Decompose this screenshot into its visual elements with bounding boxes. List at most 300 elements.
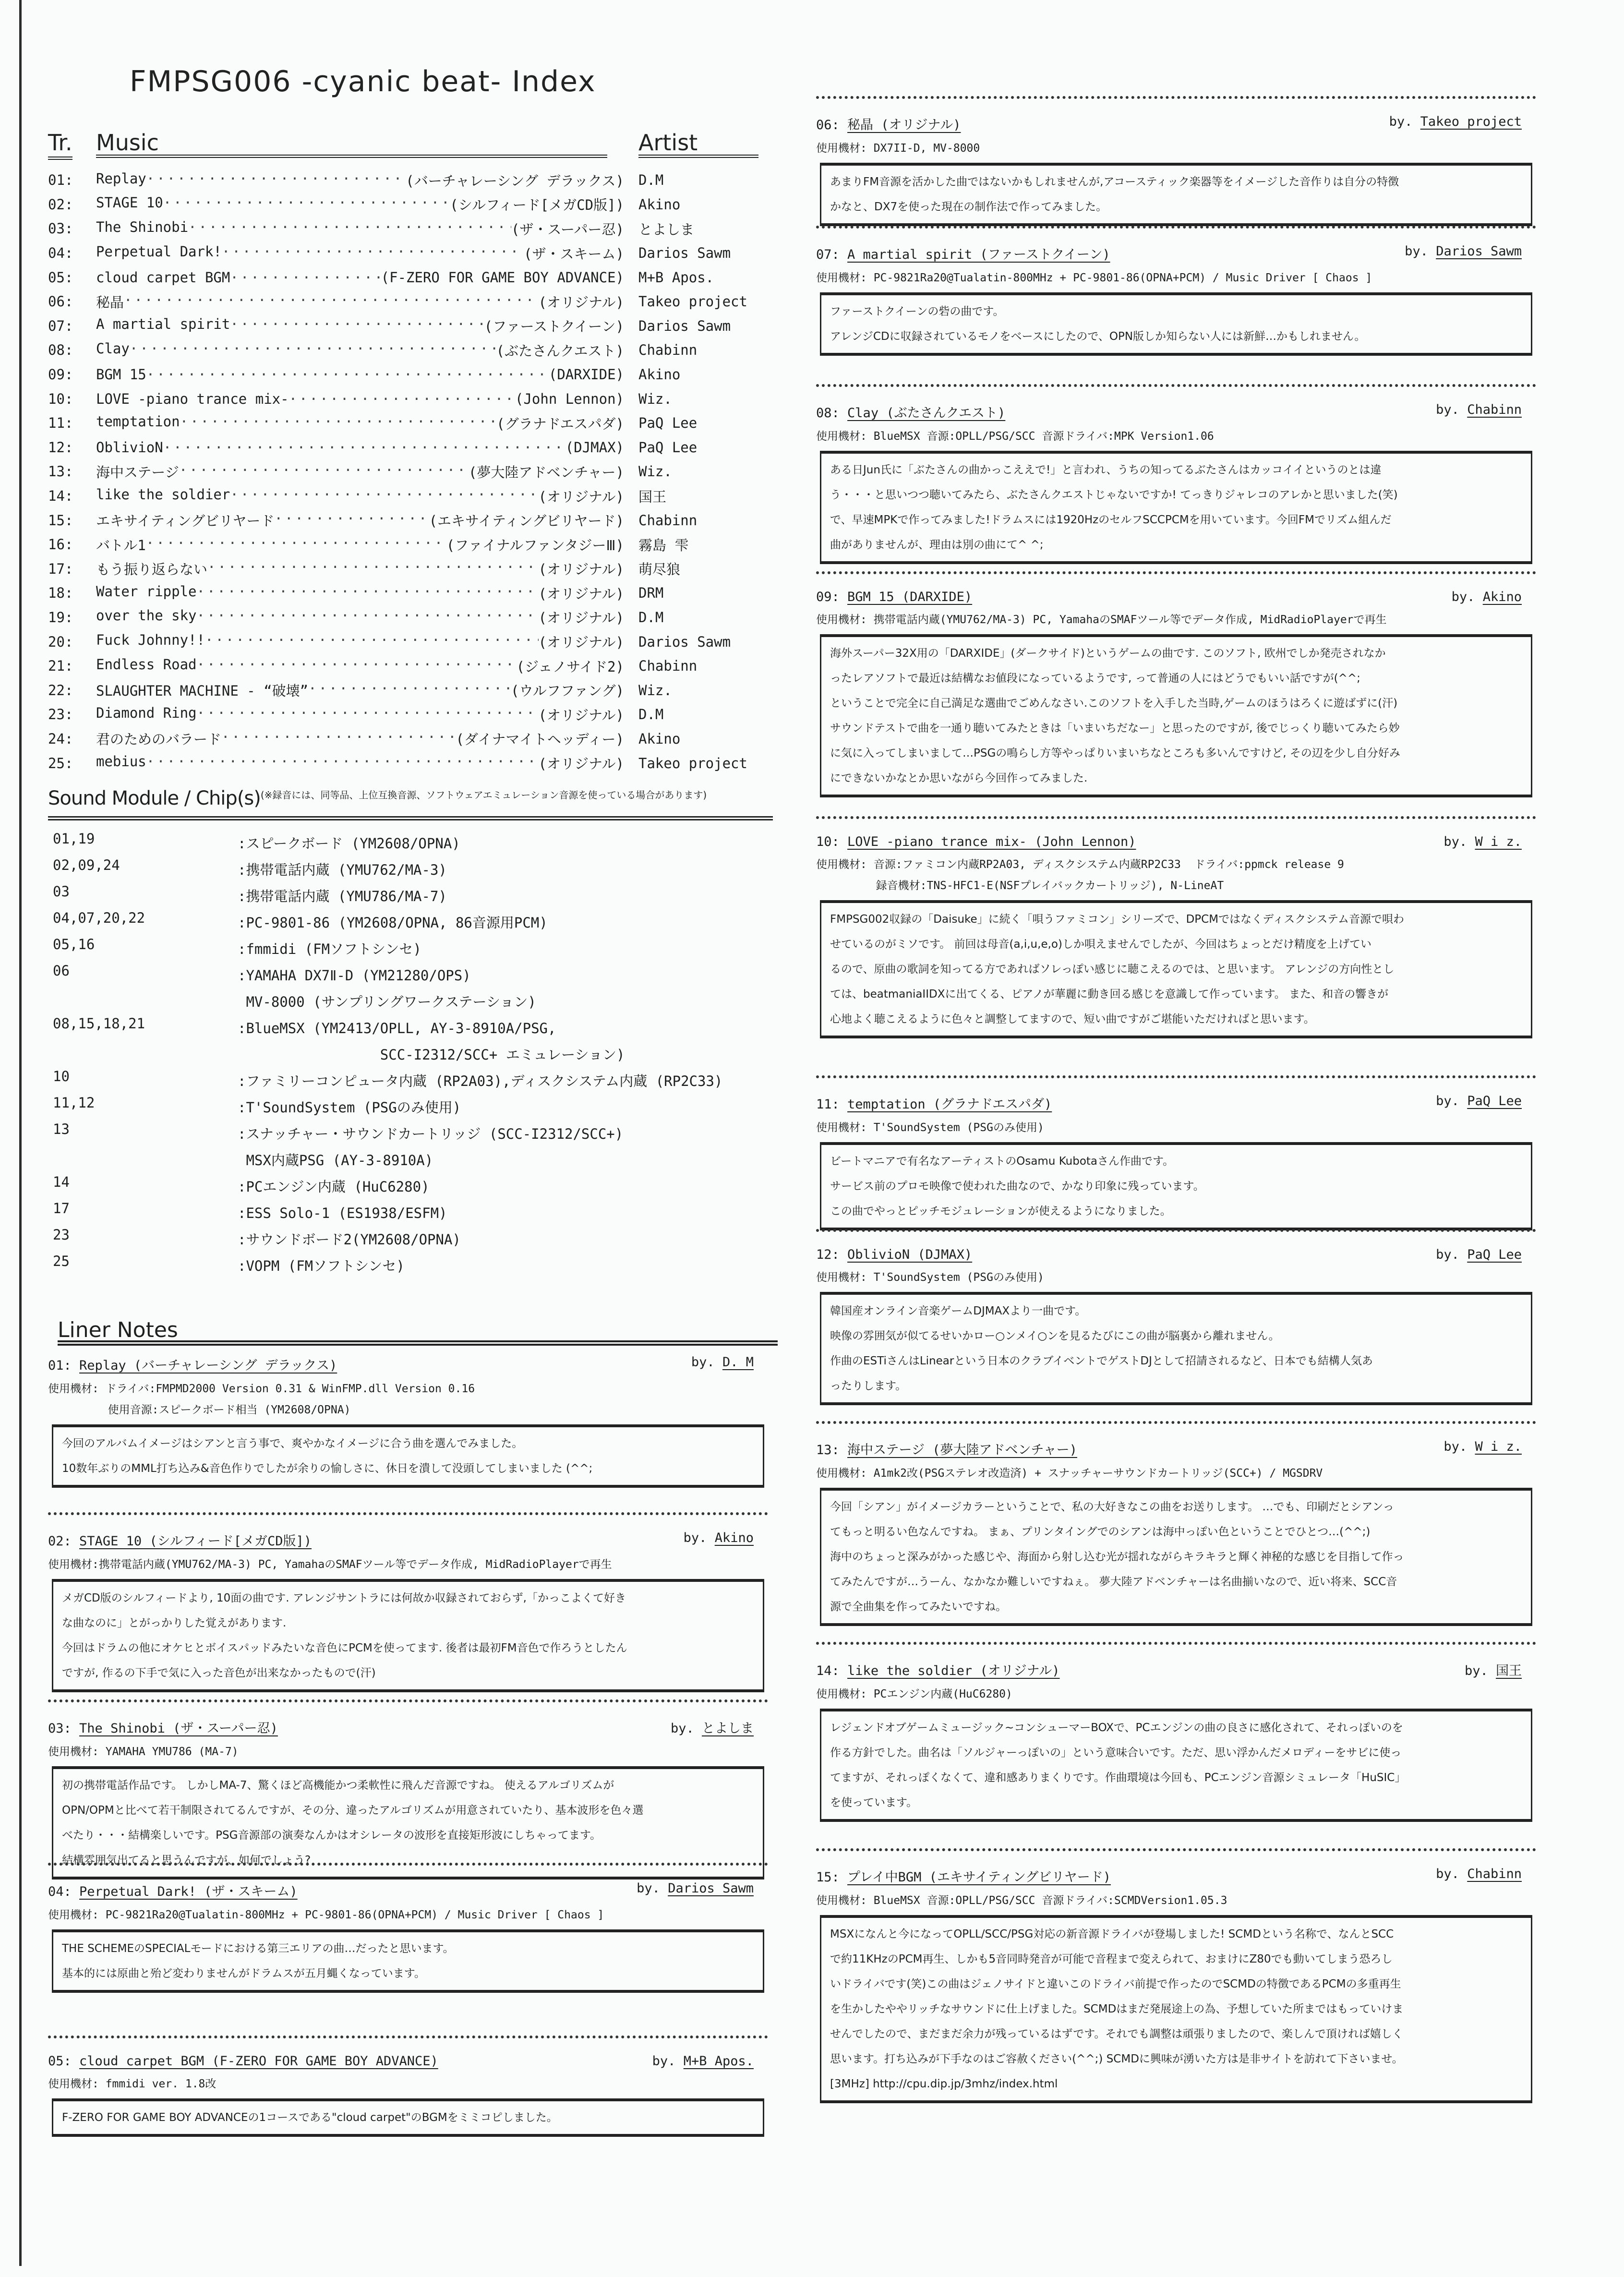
note-number: 09:: [816, 590, 840, 604]
note-line: で約11KHzのPCM再生、しかも5音同時発音が可能で音程まで変えられて、おまけにZ80でも動いてしまう恐ろし: [830, 1953, 1393, 1965]
note-line: 今回はドラムの他にオケヒとボイスパッドみたいな音色にPCMを使ってます. 後者は最初FM音色で作ろうとしたん: [62, 1642, 627, 1654]
note-comment-box: [820, 163, 1532, 226]
leader-dots: [146, 170, 406, 190]
track-row: [48, 557, 768, 581]
leader-dots: [222, 243, 524, 263]
note-title: BGM 15 (DARXIDE): [847, 590, 973, 604]
track-row: [48, 386, 768, 411]
track-row: [48, 289, 768, 314]
track-row: [48, 727, 768, 751]
note-header: [48, 1881, 768, 1900]
equipment-used: 使用機材: BlueMSX 音源:OPLL/PSG/SCC 音源ドライバ:MPK Version1.06: [816, 430, 1214, 443]
track-name: temptation: [96, 413, 180, 430]
track-artist: DRM: [638, 585, 664, 602]
module-row: [53, 883, 773, 910]
leader-dots: [163, 194, 450, 214]
page-edge: [19, 0, 22, 2266]
track-number: 14:: [48, 488, 73, 505]
note-line: 基本的には原曲と殆ど変わりませんがドラムスが五月蝿くなっています。: [62, 1967, 425, 1980]
note-line: 海外スーパー32X用の「DARXIDE」(ダークサイド)というゲームの曲です. このソフト, 欧州でしか発売されなか: [830, 647, 1386, 660]
track-row: [48, 411, 768, 435]
track-title-line: [96, 729, 624, 748]
track-number: 23:: [48, 706, 73, 723]
note-line: 源で全曲集を作ってみたいですね。: [830, 1601, 1007, 1613]
leader-dots: [230, 269, 381, 286]
note-title: temptation (グラナドエスパダ): [847, 1097, 1052, 1112]
note-line: F-ZERO FOR GAME BOY ADVANCEの1コースである"cloud carpet"のBGMをミミコピしました。: [62, 2111, 558, 2124]
track-number: 01:: [48, 172, 73, 189]
track-source: (バーチャレーシング デラックス): [406, 172, 624, 189]
note-author: W i z.: [1475, 1439, 1522, 1454]
note-number: 02:: [48, 1534, 72, 1549]
note-line: 今回のアルバムイメージはシアンと言う事で、爽やかなイメージに合う曲を選んでみました。: [62, 1437, 523, 1450]
note-comment-box: [820, 1292, 1532, 1405]
module-desc: :PCエンジン内蔵 (HuC6280): [238, 1179, 430, 1195]
track-number: 08:: [48, 342, 73, 359]
note-title: 海中ステージ (夢大陸アドベンチャー): [847, 1443, 1077, 1458]
track-row: [48, 702, 768, 727]
sound-module-note: (※録音には、同等品、上位互換音源、ソフトウェアエミュレーション音源を使っている場合があります): [260, 789, 707, 801]
leader-dots: [275, 510, 429, 530]
track-title-line: [96, 559, 624, 578]
col-header-music: Music: [96, 130, 159, 156]
note-comment-box: [52, 1579, 764, 1692]
equipment-used: 使用機材: fmmidi ver. 1.8改: [48, 2078, 217, 2090]
track-artist: Wiz.: [638, 463, 672, 480]
track-number: 10:: [48, 390, 73, 407]
liner-note: [48, 2036, 768, 2137]
track-artist: Takeo project: [638, 293, 747, 310]
note-author: M+B Apos.: [683, 2054, 754, 2069]
track-source: (ぶたさんクエスト): [496, 342, 624, 359]
equipment-used: 使用機材: 音源:ファミコン内蔵RP2A03, ディスクシステム内蔵RP2C33 ドライバ:ppmck release 9 録音機材:TNS-HFC1-E(NSFプレイバックカートリッジ), N-LineAT: [816, 858, 1344, 892]
track-artist: Chabinn: [638, 512, 698, 529]
track-number: 15:: [48, 512, 73, 529]
liner-note: [816, 1229, 1536, 1405]
equipment-used: 使用機材: YAMAHA YMU786 (MA-7): [48, 1746, 239, 1758]
leader-dots: [146, 366, 549, 383]
track-artist: PaQ Lee: [638, 439, 698, 456]
note-author: PaQ Lee: [1467, 1247, 1522, 1262]
track-source: (ジェノサイド2): [516, 658, 624, 675]
note-line: 10数年ぶりのMML打ち込み&音色作りでしたが余りの愉しさに、休日を潰して没頭してしまいました (^^;: [62, 1462, 593, 1475]
module-tracks: 10: [53, 1068, 70, 1084]
module-desc: :BlueMSX (YM2413/OPLL, AY-3-8910A/PSG, SCC-I2312/SCC+ エミュレーション): [238, 1020, 625, 1063]
track-row: [48, 532, 768, 557]
track-title-line: [96, 510, 624, 530]
leader-dots: [188, 219, 511, 239]
module-row: [53, 963, 773, 1015]
note-header: [816, 1439, 1536, 1458]
equipment-used: 使用機材: A1mk2改(PSGステレオ改造済) + スナッチャーサウンドカートリッジ(SCC+) / MGSDRV: [816, 1467, 1323, 1480]
note-line: 作曲のESTiさんはLinearという日本のクラブイベントでゲストDJとして招請されるなど、日本でも結構人気あ: [830, 1355, 1373, 1367]
note-comment-box: [820, 1709, 1532, 1822]
track-artist: 霧島 雫: [638, 537, 689, 554]
by-label: by.: [652, 2054, 676, 2069]
note-line: 初の携帯電話作品です。 しかしMA-7、驚くほど高機能かつ柔軟性に飛んだ音源ですね。 使えるアルゴリズムが: [62, 1779, 614, 1792]
note-line: レジェンドオブゲームミュージック~コンシューマーBOXで、PCエンジンの曲の良さに感化されて、それっぽいのを: [830, 1722, 1403, 1734]
note-line: 結構雰囲気出てると思うんですが、如何でしょう?: [62, 1854, 311, 1867]
track-title-line: [96, 219, 624, 239]
note-line: THE SCHEMEのSPECIALモードにおける第三エリアの曲…だったと思います。: [62, 1942, 454, 1955]
note-header: [816, 402, 1536, 421]
module-row: [53, 857, 773, 883]
note-header: [48, 1355, 768, 1373]
track-row: [48, 581, 768, 605]
track-name: SLAUGHTER MACHINE - “破壊”: [96, 683, 309, 699]
by-label: by.: [683, 1530, 707, 1545]
by-label: by.: [1405, 244, 1428, 259]
track-row: [48, 241, 768, 265]
note-number: 10:: [816, 834, 840, 849]
leader-dots: [230, 486, 538, 506]
track-source: (オリジナル): [538, 488, 624, 505]
module-row: [53, 1227, 773, 1253]
track-name: Diamond Ring: [96, 704, 197, 721]
track-artist: Akino: [638, 730, 681, 747]
equipment-used: 使用機材: T'SoundSystem (PSGのみ使用): [816, 1271, 1044, 1284]
track-name: cloud carpet BGM: [96, 269, 230, 286]
note-line: を生かしたややリッチなサウンドに仕上げました。SCMDはまだ発展途上の為、予想していた所まではもっていけま: [830, 2003, 1404, 2015]
module-tracks: 08,15,18,21: [53, 1015, 145, 1032]
leader-dots: [197, 607, 539, 627]
note-line: サービス前のプロモ映像で使われた曲なので、かなり印象に残っています。: [830, 1180, 1204, 1193]
track-name: 君のためのバラード: [96, 731, 222, 748]
note-title: 秘晶 (オリジナル): [847, 118, 961, 133]
module-tracks: 14: [53, 1174, 70, 1190]
track-name: Clay: [96, 340, 130, 357]
track-source: (グラナドエスパダ): [496, 415, 624, 432]
track-list: [48, 168, 768, 775]
module-desc: :VOPM (FMソフトシンセ): [238, 1258, 405, 1274]
track-artist: D.M: [638, 706, 664, 723]
note-header: [816, 1867, 1536, 1885]
track-source: (ファイナルファンタジーⅢ): [446, 537, 624, 554]
note-line: かなと、DX7を使った現在の制作法で作ってみました。: [830, 201, 1107, 213]
note-line: 今回「シアン」がイメージカラーということで、私の大好きなこの曲をお送りします。 …でも、印刷だとシアンっ: [830, 1501, 1394, 1513]
note-number: 14:: [816, 1663, 840, 1678]
note-header: [816, 1247, 1536, 1262]
dotted-separator: [816, 1642, 1536, 1650]
note-header: [816, 244, 1536, 263]
track-title-line: [96, 583, 624, 603]
track-name: エキサイティングビリヤード: [96, 513, 275, 530]
liner-note: [48, 1863, 768, 1993]
leader-dots: [205, 632, 539, 651]
sound-module-title: Sound Module / Chip(s): [48, 787, 261, 809]
note-line: う・・・と思いつつ聴いてみたら、ぶたさんクエストじゃないですか! てっきりジャレコのアレかと思いました(笑): [830, 489, 1398, 501]
liner-note: [816, 96, 1536, 226]
track-title-line: [96, 292, 624, 312]
module-row: [53, 1121, 773, 1174]
track-name: Water ripple: [96, 583, 197, 600]
leader-dots: [230, 316, 484, 336]
leader-dots: [197, 705, 539, 724]
note-title: Clay (ぶたさんクエスト): [847, 406, 1006, 421]
note-line: MSXになんと今になってOPLL/SCC/PSG対応の新音源ドライバが登場しました! SCMDという名称で、なんとSCC: [830, 1928, 1394, 1940]
track-title-line: [96, 340, 624, 360]
leader-dots: [146, 753, 539, 773]
track-name: Perpetual Dark!: [96, 243, 222, 260]
track-title-line: [96, 194, 624, 214]
track-name: もう振り返らない: [96, 561, 208, 578]
leader-dots: [130, 340, 496, 360]
track-number: 03:: [48, 220, 73, 237]
note-comment-box: [820, 634, 1532, 797]
note-number: 15:: [816, 1870, 840, 1885]
track-source: (オリジナル): [538, 294, 624, 311]
note-line: ですが, 作るの下手で気に入った音色が出来なかったもので(汗): [62, 1667, 376, 1679]
track-row: [48, 362, 768, 387]
module-tracks: 23: [53, 1227, 70, 1243]
note-line: で、早速MPKで作ってみました!ドラムスには1920HzのセルフSCCPCMを用いています。今回FMでリズム組んだ: [830, 514, 1392, 526]
note-author: Darios Sawm: [1436, 244, 1522, 259]
module-row: [53, 936, 773, 963]
note-line: にできないかなとか思いながら今回作ってみました.: [830, 772, 1088, 784]
by-label: by.: [691, 1355, 715, 1370]
by-label: by.: [637, 1881, 660, 1896]
track-row: [48, 265, 768, 289]
by-label: by.: [670, 1721, 694, 1736]
note-author: D. M: [722, 1355, 754, 1370]
track-row: [48, 338, 768, 362]
leader-dots: [163, 439, 565, 456]
note-comment-box: [820, 900, 1532, 1038]
track-source: (ファーストクイーン): [484, 318, 624, 335]
by-label: by.: [1436, 1094, 1459, 1108]
track-name: mebius: [96, 753, 146, 770]
module-desc: :ESS Solo-1 (ES1938/ESFM): [238, 1205, 447, 1221]
track-title-line: [96, 535, 624, 554]
track-artist: Darios Sawm: [638, 245, 731, 262]
track-artist: Darios Sawm: [638, 317, 731, 334]
track-source: (オリジナル): [538, 585, 624, 602]
module-desc: :YAMAHA DX7Ⅱ-D (YM21280/OPS) MV-8000 (サンプリングワークステーション): [238, 967, 536, 1010]
track-number: 04:: [48, 245, 73, 262]
note-number: 06:: [816, 118, 840, 133]
note-header: [816, 114, 1536, 133]
track-number: 20:: [48, 633, 73, 650]
note-line: ったりします。: [830, 1380, 907, 1392]
module-tracks: 03: [53, 883, 70, 900]
note-line: てもっと明るい色なんですね。 まぁ、プリンタイングでのシアンは海中っぽい色ということでひとつ…(^^;): [830, 1526, 1371, 1538]
track-artist: Chabinn: [638, 342, 698, 359]
track-title-line: [96, 366, 624, 383]
track-source: (オリジナル): [538, 756, 624, 772]
track-number: 17:: [48, 560, 73, 577]
track-row: [48, 751, 768, 775]
equipment-used: 使用機材: BlueMSX 音源:OPLL/PSG/SCC 音源ドライバ:SCMDVersion1.05.3: [816, 1894, 1227, 1907]
track-row: [48, 678, 768, 702]
track-number: 09:: [48, 366, 73, 383]
track-name: LOVE -piano trance mix-: [96, 390, 289, 407]
note-author: Akino: [1482, 590, 1522, 604]
track-artist: Akino: [638, 196, 681, 213]
track-title-line: [96, 486, 624, 506]
note-line: この曲でやっとピッチモジュレーションが使えるようになりました。: [830, 1205, 1171, 1217]
module-row: [53, 1200, 773, 1227]
track-artist: Wiz.: [638, 390, 672, 407]
module-row: [53, 1174, 773, 1200]
track-row: [48, 435, 768, 460]
note-line: てますが、それっぽくなくて、違和感ありまくりです。作曲環境は今回も、PCエンジン音源シミュレータ「HuSIC」: [830, 1771, 1406, 1784]
track-number: 05:: [48, 269, 73, 286]
track-name: like the soldier: [96, 486, 230, 503]
note-line: 思います。打ち込みが下手なのはご容赦ください(^^;) SCMDに興味が湧いた方は是非サイトを訪れて下さいませ。: [830, 2053, 1403, 2065]
track-source: (John Lennon): [515, 390, 624, 407]
track-row: [48, 629, 768, 654]
dotted-separator: [816, 96, 1536, 104]
track-artist: M+B Apos.: [638, 269, 714, 286]
track-artist: 萌尽狼: [638, 561, 681, 578]
note-comment-box: [820, 1142, 1532, 1230]
track-row: [48, 168, 768, 193]
module-tracks: 11,12: [53, 1095, 95, 1111]
note-header: [816, 590, 1536, 604]
note-number: 01:: [48, 1358, 72, 1373]
note-author: Akino: [714, 1530, 754, 1545]
note-header: [48, 1718, 768, 1736]
track-title-line: [96, 607, 624, 627]
module-row: [53, 831, 773, 857]
dotted-separator: [816, 384, 1536, 392]
track-row: [48, 217, 768, 241]
track-artist: D.M: [638, 609, 664, 626]
note-line: サウンドテストで曲を一通り聴いてみたときは「いまいちだなー」と思ったのですが, 後でじっくり聴いてみたら妙: [830, 722, 1400, 735]
dotted-separator: [816, 571, 1536, 579]
module-desc: :ファミリーコンピュータ内蔵 (RP2A03),ディスクシステム内蔵 (RP2C33): [238, 1073, 723, 1089]
note-number: 05:: [48, 2054, 72, 2069]
track-number: 19:: [48, 609, 73, 626]
track-artist: とよしま: [638, 221, 695, 238]
note-line: べたり・・・結構楽しいです。PSG音源部の演奏なんかはオシレータの波形を直接矩形波にしちゃってます。: [62, 1829, 601, 1842]
equipment-used: 使用機材: PC-9821Ra20@Tualatin-800MHz + PC-9801-86(OPNA+PCM) / Music Driver [ Chaos ]: [48, 1909, 604, 1921]
by-label: by.: [1464, 1663, 1488, 1678]
leader-dots: [308, 680, 511, 700]
sound-module-header: [48, 787, 778, 809]
track-name: バトル1: [96, 537, 146, 554]
sound-module-rule: [48, 816, 773, 820]
track-artist: Chabinn: [638, 658, 698, 675]
note-comment-box: [820, 1488, 1532, 1626]
track-number: 22:: [48, 682, 73, 699]
note-line: せんでしたので、まだまだ余力が残っているはずです。それでも調整は頑張りましたので、楽しんで頂ければ嬉しく: [830, 2028, 1403, 2040]
liner-note: [816, 1848, 1536, 2103]
note-line: ては、beatmaniaIIDXに出てくる、ピアノが華麗に動き回る感じを意識して作っています。 また、和音の響きが: [830, 988, 1389, 1000]
module-desc: :スピークボード (YM2608/OPNA): [238, 835, 460, 852]
equipment-used: 使用機材:携帯電話内蔵(YMU762/MA-3) PC, YamahaのSMAFツール等でデータ作成, MidRadioPlayerで再生: [48, 1558, 612, 1571]
track-name: BGM 15: [96, 366, 146, 383]
dotted-separator: [48, 1512, 768, 1520]
note-header: [48, 1530, 768, 1549]
liner-note: [816, 571, 1536, 797]
equipment-used: 使用機材: ドライバ:FMPMD2000 Version 0.31 & WinFMP.dll Version 0.16 使用音源:スピークボード相当 (YM2608/OPNA): [48, 1383, 475, 1416]
note-title: like the soldier (オリジナル): [847, 1663, 1060, 1678]
track-source: (エキサイティングビリヤード): [429, 513, 624, 530]
leader-dots: [207, 559, 539, 578]
note-line: 心地よく聴こえるように色々と調整してますので、短い曲ですがご堪能いただければと思います。: [830, 1013, 1315, 1025]
track-artist: D.M: [638, 172, 664, 189]
equipment-used: 使用機材: PCエンジン内蔵(HuC6280): [816, 1688, 1012, 1700]
track-number: 18:: [48, 585, 73, 602]
by-label: by.: [1436, 1867, 1459, 1881]
module-tracks: 05,16: [53, 936, 95, 952]
note-number: 04:: [48, 1884, 72, 1899]
module-row: [53, 1015, 773, 1068]
track-number: 11:: [48, 415, 73, 432]
dotted-separator: [816, 1421, 1536, 1429]
liner-note: [816, 1075, 1536, 1230]
equipment-used: 使用機材: T'SoundSystem (PSGのみ使用): [816, 1121, 1044, 1134]
dotted-separator: [816, 1075, 1536, 1083]
note-line: FMPSG002収録の「Daisuke」に続く「唄うファミコン」シリーズで、DPCMではなくディスクシステム音源で唄わ: [830, 913, 1404, 926]
module-tracks: 06: [53, 963, 70, 979]
track-name: 秘晶: [96, 294, 124, 311]
track-number: 16:: [48, 536, 73, 553]
note-line: 海中のちょっと深みがかった感じや、海面から射し込む光が揺れながらキラキラと輝く神秘的な感じを目指して作っ: [830, 1551, 1404, 1563]
liner-note: [48, 1512, 768, 1692]
track-name: over the sky: [96, 607, 197, 624]
note-comment-box: [52, 1929, 764, 1993]
track-row: [48, 508, 768, 532]
track-source: (オリジナル): [538, 707, 624, 723]
leader-dots: [197, 656, 517, 676]
track-name: Replay: [96, 170, 146, 187]
module-row: [53, 1068, 773, 1095]
track-row: [48, 314, 768, 338]
track-row: [48, 605, 768, 630]
track-artist: Darios Sawm: [638, 633, 731, 650]
track-name: Fuck Johnny!!: [96, 632, 205, 649]
note-number: 12:: [816, 1247, 840, 1262]
track-row: [48, 459, 768, 484]
leader-dots: [180, 413, 497, 433]
note-title: LOVE -piano trance mix- (John Lennon): [847, 834, 1136, 849]
dotted-separator: [816, 1848, 1536, 1856]
track-title-line: [96, 391, 624, 407]
track-number: 07:: [48, 317, 73, 334]
track-row: [48, 484, 768, 508]
note-line: な曲なのに」とがっかりした覚えがあります.: [62, 1617, 287, 1629]
track-title-line: [96, 316, 624, 336]
module-row: [53, 1253, 773, 1279]
leader-dots: [289, 391, 515, 407]
leader-dots: [197, 583, 539, 603]
module-desc: :サウンドボード2(YM2608/OPNA): [238, 1231, 461, 1248]
dotted-separator: [48, 2036, 768, 2043]
by-label: by.: [1444, 1439, 1468, 1454]
note-line: 映像の雰囲気が似てるせいかロー○ンメイ○ンを見るたびにこの曲が脳裏から離れません。: [830, 1330, 1280, 1342]
liner-note: [816, 226, 1536, 356]
leader-dots: [146, 535, 446, 554]
note-line: てみたんですが…うーん、なかなか難しいですねぇ。 夢大陸アドベンチャーは名曲揃いなので、近い将来、SCC音: [830, 1576, 1397, 1588]
note-header: [816, 834, 1536, 849]
track-number: 12:: [48, 439, 73, 456]
note-line: せているのがミソです。 前回は母音(a,i,u,e,o)しか唄えませんでしたが、今回はちょっとだけ精度を上げてい: [830, 938, 1371, 951]
note-comment-box: [820, 451, 1532, 564]
equipment-used: 使用機材: PC-9821Ra20@Tualatin-800MHz + PC-9801-86(OPNA+PCM) / Music Driver [ Chaos ]: [816, 272, 1372, 284]
by-label: by.: [1389, 114, 1413, 129]
dotted-separator: [816, 816, 1536, 824]
track-artist: 国王: [638, 488, 667, 505]
track-number: 13:: [48, 463, 73, 480]
track-source: (ダイナマイトヘッディー): [456, 731, 624, 748]
track-source: (オリジナル): [538, 610, 624, 626]
by-label: by.: [1451, 590, 1475, 604]
module-desc: :PC-9801-86 (YM2608/OPNA, 86音源用PCM): [238, 915, 548, 931]
track-source: (ザ・スキーム): [524, 245, 624, 262]
track-title-line: [96, 170, 624, 190]
